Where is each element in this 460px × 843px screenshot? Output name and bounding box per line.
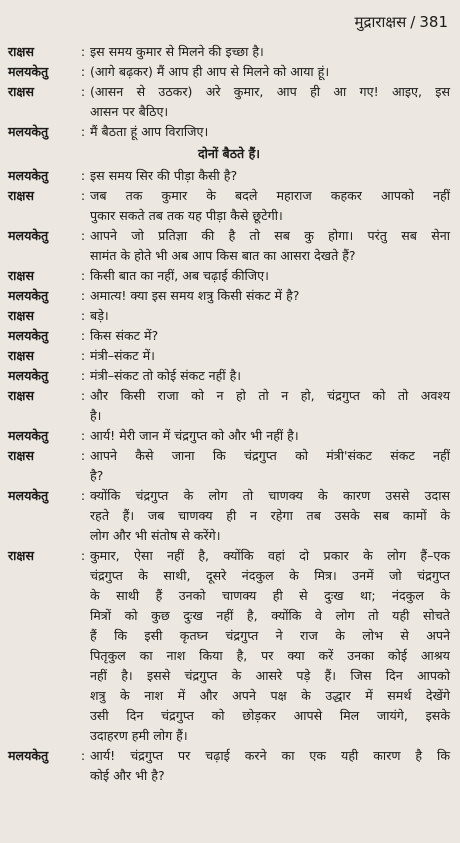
speech-text: चंद्रगुप्त के साथी, दूसरे नंदकुल के मित्र। उनमें जो चंद्रगुप्त: [90, 568, 450, 583]
speech-text: है?: [90, 468, 104, 483]
speech-text: और किसी राजा को न हो तो न हो, चंद्रगुप्त को तो अवश्य: [90, 388, 450, 403]
speech-text: इस समय कुमार से मिलने की इच्छा है।: [90, 44, 264, 59]
speech-text: कोई और भी है?: [90, 768, 165, 783]
speaker-name: मलयकेतु: [8, 64, 49, 79]
speaker-name: राक्षस: [8, 388, 34, 403]
speaker-name: मलयकेतु: [8, 328, 49, 343]
dialogue-line: [8, 566, 450, 586]
dialogue-line: [8, 122, 450, 142]
speaker-colon: :: [80, 348, 86, 363]
dialogue-line: [8, 666, 450, 686]
dialogue-line: [8, 766, 450, 786]
dialogue-line: [8, 246, 450, 266]
speech-text: क्योंकि चंद्रगुप्त के लोग तो चाणक्य के कारण उससे उदास: [90, 488, 450, 503]
dialogue-line: [8, 42, 450, 62]
dialogue-line: [8, 306, 450, 326]
speaker-colon: :: [80, 308, 86, 323]
dialogue-line: [8, 546, 450, 566]
speaker-colon: :: [80, 288, 86, 303]
speech-text: पितृकुल का नाश किया है, पर क्या करें उनका कोई आश्रय: [90, 648, 450, 663]
speech-text: आर्य! मेरी जान में चंद्रगुप्त को और भी नहीं है।: [90, 428, 299, 443]
dialogue-line: [8, 186, 450, 206]
speaker-name: राक्षस: [8, 308, 34, 323]
speaker-colon: :: [80, 388, 86, 403]
speaker-colon: :: [80, 368, 86, 383]
dialogue-line: [8, 406, 450, 426]
stage-direction: दोनों बैठते हैं।: [197, 146, 261, 161]
speaker-name: राक्षस: [8, 268, 34, 283]
speaker-colon: :: [80, 328, 86, 343]
speech-text: लोग और भी संतोष से करेंगे।: [90, 528, 221, 543]
speaker-name: राक्षस: [8, 84, 34, 99]
dialogue-line: [8, 326, 450, 346]
speech-text: किसी बात का नहीं, अब चढ़ाई कीजिए।: [90, 268, 269, 283]
header-separator: /: [410, 13, 416, 31]
speaker-name: राक्षस: [8, 548, 34, 563]
speaker-name: मलयकेतु: [8, 368, 49, 383]
speech-text: मंत्री–संकट में।: [90, 348, 155, 363]
speech-text: शत्रु के नाश में और अपने पक्ष के उद्धार में समर्थ देखेंगे: [90, 688, 450, 703]
dialogue-line: [8, 62, 450, 82]
speech-text: बड़े।: [90, 308, 109, 323]
speech-text: नहीं है। इससे चंद्रगुप्त के आसरे पड़े हैं। जिस दिन आपको: [90, 668, 450, 683]
speech-text: के साथी हैं उनको चाणक्य ही से दुःख था; नंदकुल के: [90, 588, 450, 603]
speaker-colon: :: [80, 548, 86, 563]
dialogue-line: [8, 706, 450, 726]
dialogue-line: [8, 226, 450, 246]
dialogue-part-1: [8, 42, 450, 142]
dialogue-line: [8, 266, 450, 286]
dialogue-line: [8, 486, 450, 506]
dialogue-line: [8, 626, 450, 646]
speech-text: मैं बैठता हूं आप विराजिए।: [90, 124, 209, 139]
speech-text: जब तक कुमार के बदले महाराज कहकर आपको नहीं: [90, 188, 450, 203]
page-number: 381: [419, 13, 448, 31]
speaker-colon: :: [80, 124, 86, 139]
speaker-colon: :: [80, 268, 86, 283]
dialogue-line: [8, 586, 450, 606]
dialogue-part-2: [8, 166, 450, 786]
speaker-colon: :: [80, 448, 86, 463]
speaker-name: मलयकेतु: [8, 428, 49, 443]
dialogue-line: [8, 102, 450, 122]
dialogue-line: [8, 366, 450, 386]
dialogue-line: [8, 506, 450, 526]
speaker-name: राक्षस: [8, 188, 34, 203]
speech-text: इस समय सिर की पीड़ा कैसी है?: [90, 168, 238, 183]
speaker-colon: :: [80, 748, 86, 763]
speech-text: हैं कि इसी कृतघ्न चंद्रगुप्त ने राज के लोभ से अपने: [90, 628, 450, 643]
speech-text: उसी दिन चंद्रगुप्त को छोड़कर आपसे मिल जायंगे, इसके: [90, 708, 450, 723]
speaker-name: राक्षस: [8, 44, 34, 59]
speech-text: कुमार, ऐसा नहीं है, क्योंकि वहां दो प्रकार के लोग हैं–एक: [90, 548, 450, 563]
speaker-name: मलयकेतु: [8, 748, 49, 763]
speech-text: उदाहरण हमी लोग हैं।: [90, 728, 188, 743]
speech-text: रहते हैं। जब चाणक्य ही न रहेगा तब उसके सब कामों के: [90, 508, 450, 523]
speech-text: पुकार सकते तब तक यह पीड़ा कैसे छूटेगी।: [90, 208, 283, 223]
speaker-name: मलयकेतु: [8, 288, 49, 303]
running-title: मुद्राराक्षस: [354, 13, 407, 31]
speaker-name: मलयकेतु: [8, 228, 49, 243]
dialogue-line: [8, 346, 450, 366]
dialogue-line: [8, 526, 450, 546]
dialogue-line: [8, 606, 450, 626]
speaker-colon: :: [80, 168, 86, 183]
dialogue-line: [8, 206, 450, 226]
speech-text: है।: [90, 408, 102, 423]
speaker-colon: :: [80, 188, 86, 203]
speech-text: मित्रों को कुछ दुःख नहीं है, क्योंकि वे लोग तो यही सोचते: [90, 608, 450, 623]
speaker-colon: :: [80, 228, 86, 243]
dialogue-line: [8, 286, 450, 306]
dialogue-line: [8, 446, 450, 466]
dialogue-line: [8, 746, 450, 766]
speaker-name: राक्षस: [8, 348, 34, 363]
dialogue-line: [8, 426, 450, 446]
speaker-colon: :: [80, 84, 86, 99]
speaker-colon: :: [80, 488, 86, 503]
speech-text: मंत्री–संकट तो कोई संकट नहीं है।: [90, 368, 242, 383]
speaker-colon: :: [80, 64, 86, 79]
dialogue-line: [8, 646, 450, 666]
speech-text: आसन पर बैठिए।: [90, 104, 169, 119]
dialogue-line: [8, 466, 450, 486]
speech-text: (आसन से उठकर) अरे कुमार, आप ही आ गए! आइए, इस: [90, 84, 450, 99]
dialogue-line: [8, 726, 450, 746]
speech-text: सामंत के होते भी अब आप किस बात का आसरा देखते हैं?: [90, 248, 356, 263]
dialogue-line: [8, 82, 450, 102]
speech-text: (आगे बढ़कर) मैं आप ही आप से मिलने को आया हूं।: [90, 64, 330, 79]
speech-text: आर्य! चंद्रगुप्त पर चढ़ाई करने का एक यही कारण है कि: [90, 748, 450, 763]
speaker-name: मलयकेतु: [8, 168, 49, 183]
page-header: [8, 12, 450, 32]
dialogue-line: [8, 686, 450, 706]
speech-text: अमात्य! क्या इस समय शत्रु किसी संकट में है?: [90, 288, 300, 303]
speech-text: किस संकट में?: [90, 328, 159, 343]
dialogue-line: [8, 386, 450, 406]
speech-text: आपने कैसे जाना कि चंद्रगुप्त को मंत्री'संकट संकट नहीं: [90, 448, 450, 463]
dialogue-line: [8, 166, 450, 186]
speaker-name: मलयकेतु: [8, 488, 49, 503]
speaker-colon: :: [80, 44, 86, 59]
speech-text: आपने जो प्रतिज्ञा की है तो सब कु होगा। परंतु सब सेना: [90, 228, 450, 243]
speaker-name: राक्षस: [8, 448, 34, 463]
speaker-name: मलयकेतु: [8, 124, 49, 139]
speaker-colon: :: [80, 428, 86, 443]
